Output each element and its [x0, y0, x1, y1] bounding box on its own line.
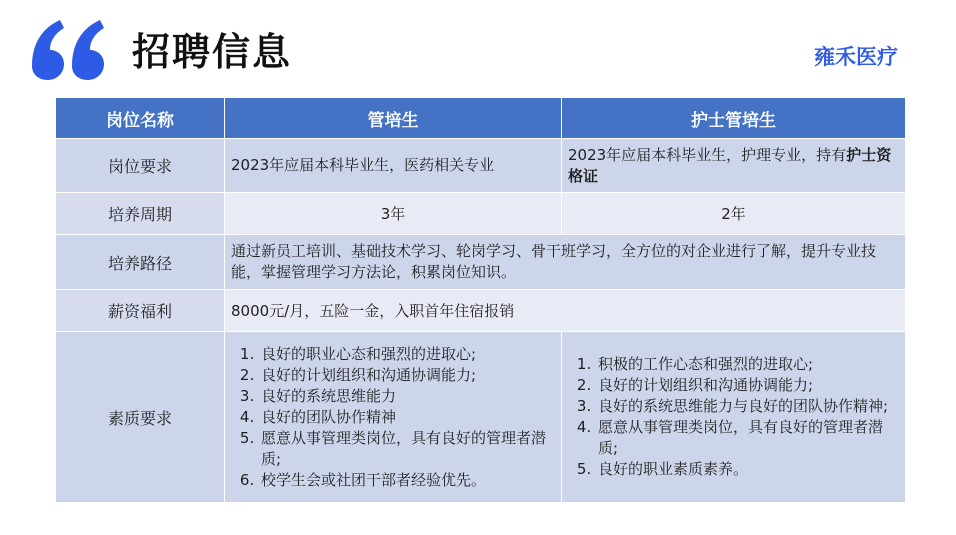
column-header-position: 岗位名称 [56, 98, 225, 139]
row-label-path: 培养路径 [56, 235, 225, 290]
cell-salary: 8000元/月，五险一金，入职首年住宿报销 [225, 290, 906, 332]
list-item: 6. 校学生会或社团干部者经验优先。 [259, 470, 555, 491]
list-item: 4. 良好的团队协作精神 [259, 407, 555, 428]
table-row [56, 193, 906, 235]
list-item: 4. 愿意从事管理类岗位，具有良好的管理者潜质; [596, 417, 899, 459]
quality-list-nurse [568, 354, 899, 480]
list-item: 3. 良好的系统思维能力 [259, 386, 555, 407]
brand-logo-text: 雍禾医疗 [814, 45, 898, 69]
page-title: 招聘信息 [132, 30, 293, 74]
list-item: 5. 愿意从事管理类岗位，具有良好的管理者潜质; [259, 428, 555, 470]
row-label-quality: 素质要求 [56, 332, 225, 503]
list-item: 3. 良好的系统思维能力与良好的团队协作精神; [596, 396, 899, 417]
row-label-period: 培养周期 [56, 193, 225, 235]
table-row [56, 139, 906, 193]
quote-icon [28, 14, 108, 84]
cell-requirement-nurse [562, 139, 906, 193]
table-row [56, 235, 906, 290]
cell-period-nurse: 2年 [562, 193, 906, 235]
list-item: 1. 良好的职业心态和强烈的进取心; [259, 344, 555, 365]
cell-path: 通过新员工培训、基础技术学习、轮岗学习、骨干班学习，全方位的对企业进行了解，提升专业技能，掌握管理学习方法论，积累岗位知识。 [225, 235, 906, 290]
row-label-salary: 薪资福利 [56, 290, 225, 332]
cell-quality-trainee [225, 332, 562, 503]
list-item: 1. 积极的工作心态和强烈的进取心; [596, 354, 899, 375]
table-row [56, 290, 906, 332]
column-header-management-trainee: 管培生 [225, 98, 562, 139]
recruitment-table [55, 97, 906, 503]
requirement-nurse-certificate: 护士资格证 [568, 145, 892, 185]
table-row [56, 332, 906, 503]
quality-list-trainee [231, 344, 555, 491]
table-header-row [56, 98, 906, 139]
list-item: 2. 良好的计划组织和沟通协调能力; [596, 375, 899, 396]
cell-requirement-trainee: 2023年应届本科毕业生，医药相关专业 [225, 139, 562, 193]
row-label-requirement: 岗位要求 [56, 139, 225, 193]
cell-quality-nurse [562, 332, 906, 503]
column-header-nurse-trainee: 护士管培生 [562, 98, 906, 139]
list-item: 2. 良好的计划组织和沟通协调能力; [259, 365, 555, 386]
requirement-nurse-text: 2023年应届本科毕业生，护理专业，持有 [568, 145, 847, 164]
cell-period-trainee: 3年 [225, 193, 562, 235]
list-item: 5. 良好的职业素质素养。 [596, 459, 899, 480]
